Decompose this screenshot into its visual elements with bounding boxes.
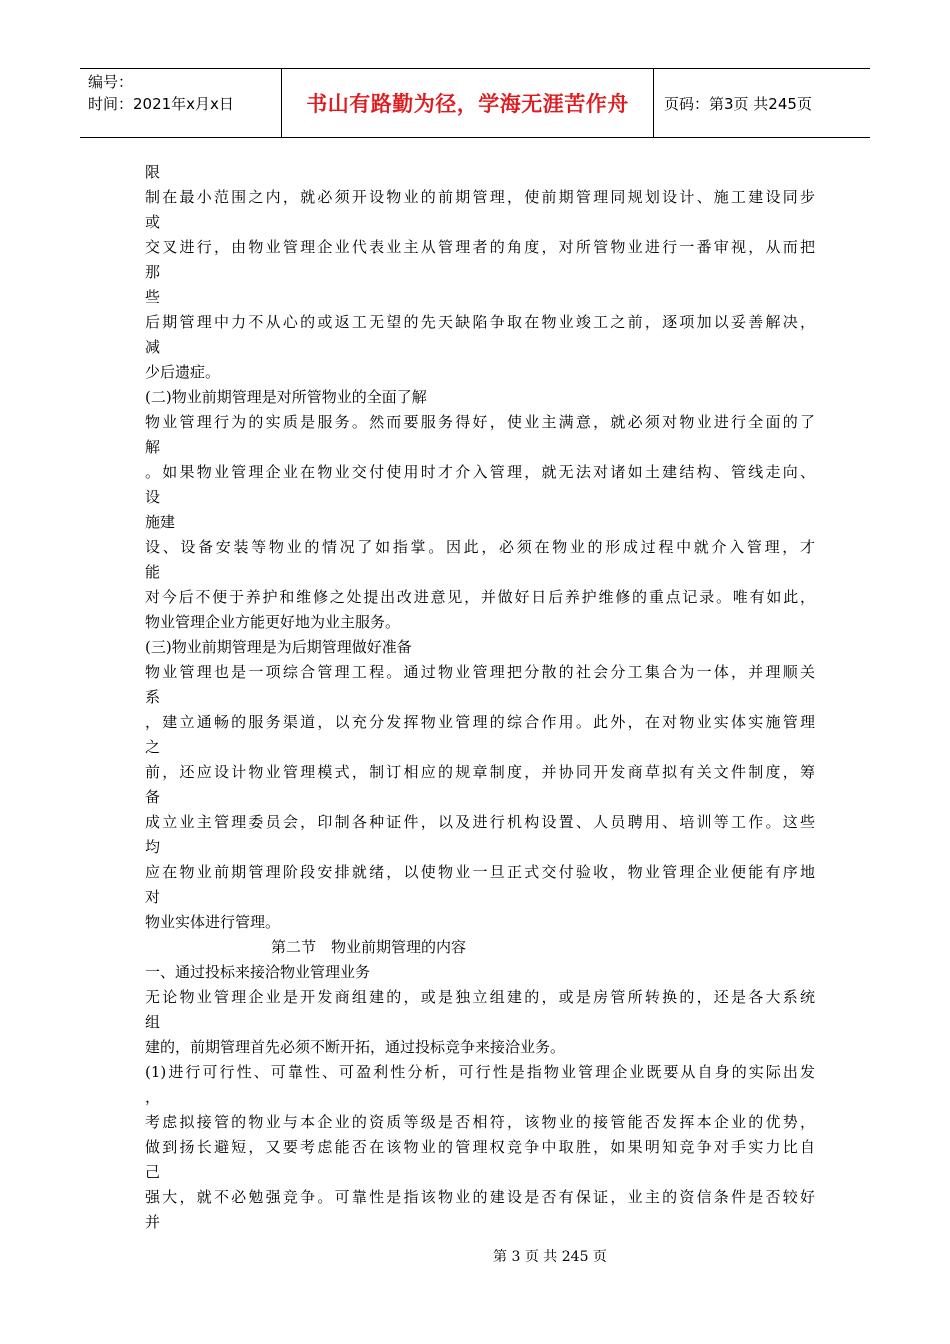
text-line: 应在物业前期管理阶段安排就绪，以使物业一旦正式交付验收，物业管理企业便能有序地 (145, 863, 815, 881)
text-line: 前，还应设计物业管理模式，制订相应的规章制度，并协同开发商草拟有关文件制度，筹 (145, 763, 815, 781)
text-line: 对今后不便于养护和维修之处提出改进意见，并做好日后养护维修的重点记录。唯有如此， (145, 588, 815, 606)
text-line: 。如果物业管理企业在物业交付使用时才介入管理，就无法对诸如土建结构、管线走向、 (145, 463, 815, 481)
text-line: 系 (145, 688, 161, 706)
text-line: 备 (145, 788, 161, 806)
text-line: 强大，就不必勉强竞争。可靠性是指该物业的建设是否有保证，业主的资信条件是否较好 (145, 1188, 815, 1206)
text-line: 物业实体进行管理。 (145, 913, 281, 931)
page-footer: 第 3 页 共 245 页 (493, 1249, 607, 1265)
text-line: 设 (145, 488, 161, 506)
text-line: (1)进行可行性、可靠性、可盈利性分析，可行性是指物业管理企业既要从自身的实际出发 (145, 1063, 815, 1081)
text-line: 对 (145, 888, 161, 906)
text-line: ， (145, 1088, 161, 1106)
text-line: 交叉进行，由物业管理企业代表业主从管理者的角度，对所管物业进行一番审视，从而把 (145, 238, 815, 256)
header-meta (80, 69, 282, 137)
text-line: 限 (145, 163, 161, 181)
text-line: 己 (145, 1163, 161, 1181)
text-line: 并 (145, 1213, 161, 1231)
text-line: ，建立通畅的服务渠道，以充分发挥物业管理的综合作用。此外，在对物业实体实施管理 (145, 713, 815, 731)
document-number-label: 编号： (88, 73, 134, 91)
text-line: 少后遗症。 (145, 363, 221, 381)
text-line: 做到扬长避短，又要考虑能否在该物业的管理权竞争中取胜，如果明知竞争对手实力比自 (145, 1138, 815, 1156)
text-line: (二)物业前期管理是对所管物业的全面了解 (145, 388, 427, 406)
header-page-info: 页码：第3页 共245页 (664, 94, 812, 113)
text-line: 能 (145, 563, 161, 581)
text-line: 减 (145, 338, 161, 356)
text-line: 无论物业管理企业是开发商组建的，或是独立组建的，或是房管所转换的，还是各大系统 (145, 988, 815, 1006)
text-line: 组 (145, 1013, 161, 1031)
text-line: 设、设备安装等物业的情况了如指掌。因此，必须在物业的形成过程中就介入管理，才 (145, 538, 815, 556)
text-line: 施建 (145, 513, 176, 531)
document-date: 时间：2021年x月x日 (88, 95, 234, 113)
text-line: 考虑拟接管的物业与本企业的资质等级是否相符，该物业的接管能否发挥本企业的优势， (145, 1113, 815, 1131)
text-line: 制在最小范围之内，就必须开设物业的前期管理，使前期管理同规划设计、施工建设同步 (145, 188, 815, 206)
text-line: 后期管理中力不从心的或返工无望的先天缺陷争取在物业竣工之前，逐项加以妥善解决， (145, 313, 815, 331)
page-header (80, 68, 870, 138)
text-line: 解 (145, 438, 161, 456)
text-line: 物业管理也是一项综合管理工程。通过物业管理把分散的社会分工集合为一体，并理顺关 (145, 663, 815, 681)
section-heading: 第二节 物业前期管理的内容 (271, 938, 467, 956)
text-line: 物业管理行为的实质是服务。然而要服务得好，使业主满意，就必须对物业进行全面的了 (145, 413, 815, 431)
text-line: 或 (145, 213, 161, 231)
text-line: 均 (145, 838, 161, 856)
text-line: (三)物业前期管理是为后期管理做好准备 (145, 638, 412, 656)
text-line: 成立业主管理委员会，印制各种证件，以及进行机构设置、人员聘用、培训等工作。这些 (145, 813, 815, 831)
document-body (145, 160, 815, 1235)
text-line: 建的，前期管理首先必须不断开拓，通过投标竞争来接洽业务。 (145, 1038, 566, 1056)
text-line: 物业管理企业方能更好地为业主服务。 (145, 613, 401, 631)
text-line: 一、通过投标来接洽物业管理业务 (145, 963, 371, 981)
text-line: 之 (145, 738, 161, 756)
header-motto: 书山有路勤为径，学海无涯苦作舟 (282, 69, 654, 137)
text-line: 些 (145, 288, 161, 306)
text-line: 那 (145, 263, 161, 281)
